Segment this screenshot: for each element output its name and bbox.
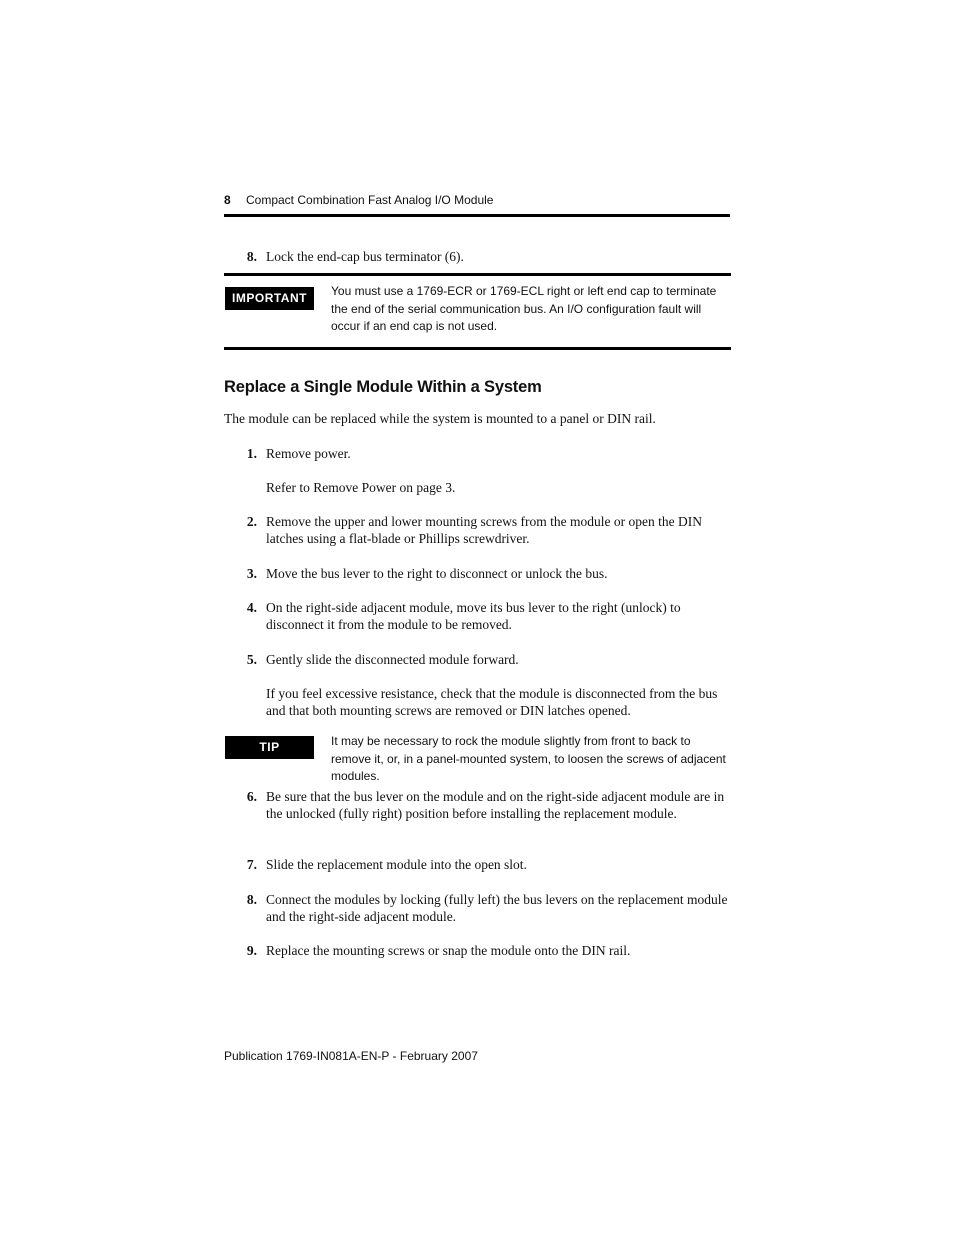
important-callout <box>224 273 732 351</box>
step-text: Lock the end-cap bus terminator (6). <box>266 249 464 264</box>
section-title: Replace a Single Module Within a System <box>224 378 542 396</box>
step-number: 6. <box>246 789 257 804</box>
step-number: 4. <box>246 600 257 615</box>
running-header <box>224 191 730 217</box>
callout-bottom-rule <box>224 347 731 350</box>
step-number: 7. <box>246 857 257 872</box>
step-text: Slide the replacement module into the open slot. <box>266 857 527 872</box>
step-text: Remove power. <box>266 446 351 461</box>
step-number: 5. <box>246 652 257 667</box>
step-note: Refer to Remove Power on page 3. <box>266 480 456 495</box>
section-intro: The module can be replaced while the system is mounted to a panel or DIN rail. <box>224 411 656 426</box>
publication-footer: Publication 1769-IN081A-EN-P - February 2007 <box>224 1049 478 1063</box>
step-text: Be sure that the bus lever on the module and on the right-side adjacent module are in the unlocked (fully right) position before installing the replacement module. <box>266 789 725 821</box>
tip-label: TIP <box>225 736 314 759</box>
step-note: If you feel excessive resistance, check that the module is disconnected from the bus and that both mounting screws are removed or DIN latches opened. <box>266 686 718 718</box>
important-text: You must use a 1769-ECR or 1769-ECL right or left end cap to terminate the end of the serial communication bus. An I/O configuration fault will occur if an end cap is not used. <box>331 284 717 333</box>
step-number: 9. <box>246 943 257 958</box>
important-label: IMPORTANT <box>225 287 314 310</box>
callout-top-rule <box>224 273 731 276</box>
step-text: Gently slide the disconnected module forward. <box>266 652 519 667</box>
step-text: Move the bus lever to the right to disconnect or unlock the bus. <box>266 566 608 581</box>
step-text: Remove the upper and lower mounting screws from the module or open the DIN latches using a flat-blade or Phillips screwdriver. <box>266 514 703 546</box>
step-number: 2. <box>246 514 257 529</box>
step-number: 1. <box>246 446 257 461</box>
tip-text: It may be necessary to rock the module slightly from front to back to remove it, or, in a panel-mounted system, to loosen the screws of adjacent modules. <box>331 734 726 783</box>
step-number: 3. <box>246 566 257 581</box>
step-text: Replace the mounting screws or snap the module onto the DIN rail. <box>266 943 631 958</box>
step-number: 8. <box>246 892 257 907</box>
running-title: Compact Combination Fast Analog I/O Module <box>246 193 494 207</box>
step-number: 8. <box>246 249 257 264</box>
step-text: On the right-side adjacent module, move its bus lever to the right (unlock) to disconnect it from the module to be removed. <box>266 600 681 632</box>
page-number: 8 <box>224 193 231 207</box>
step-text: Connect the modules by locking (fully left) the bus levers on the replacement module and the right-side adjacent module. <box>266 892 728 924</box>
header-rule <box>224 214 730 217</box>
tip-callout <box>224 733 732 783</box>
